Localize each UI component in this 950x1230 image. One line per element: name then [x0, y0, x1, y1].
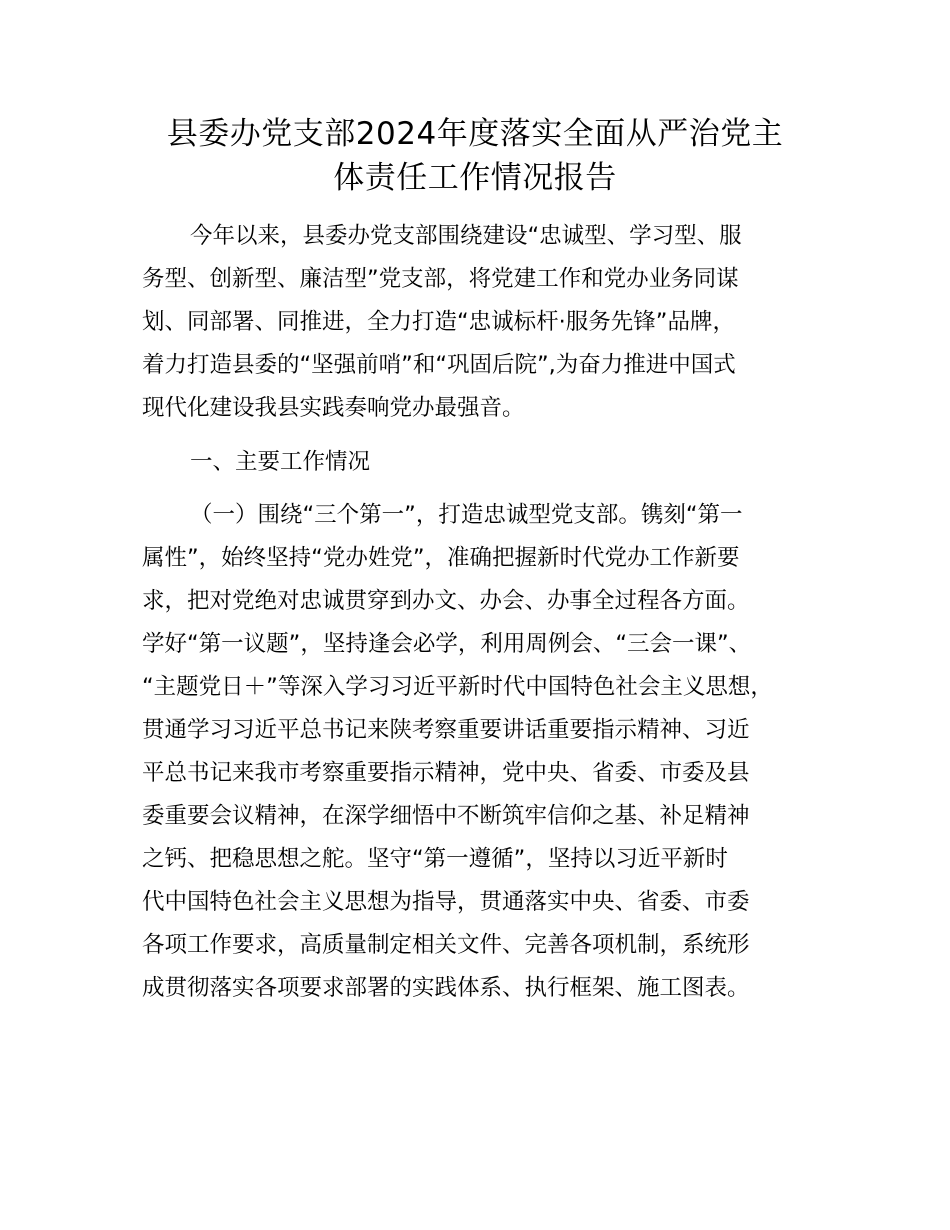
- intro-paragraph-line: 划、同部署、同推进，全力打造“忠诚标杆·服务先锋”品牌，: [142, 309, 735, 335]
- body-paragraph-line: 求，把对党绝对忠诚贯穿到办文、办会、办事全过程各方面。: [142, 588, 750, 614]
- body-paragraph-line: “主题党日＋”等深入学习习近平新时代中国特色社会主义思想，: [142, 674, 773, 700]
- document-title-line-1: 县委办党支部2024年度落实全面从严治党主: [166, 116, 784, 152]
- body-paragraph-line: 代中国特色社会主义思想为指导，贯通落实中央、省委、市委: [142, 889, 750, 915]
- intro-paragraph-line: 务型、创新型、廉洁型”党支部，将党建工作和党办业务同谋: [142, 266, 739, 292]
- body-paragraph-line: 属性”，始终坚持“党办姓党”，准确把握新时代党办工作新要: [142, 545, 740, 571]
- body-paragraph-line: 委重要会议精神，在深学细悟中不断筑牢信仰之基、补足精神: [142, 803, 750, 829]
- body-paragraph-line: 平总书记来我市考察重要指示精神，党中央、省委、市委及县: [142, 760, 750, 786]
- body-paragraph-line: 各项工作要求，高质量制定相关文件、完善各项机制，系统形: [142, 932, 750, 958]
- body-paragraph-line: 学好“第一议题”，坚持逢会必学，利用周例会、“三会一课”、: [142, 631, 752, 657]
- body-paragraph-line: （一）围绕“三个第一”，打造忠诚型党支部。镌刻“第一: [190, 502, 743, 528]
- intro-paragraph-line: 现代化建设我县实践奏响党办最强音。: [142, 395, 525, 421]
- intro-paragraph-line: 着力打造县委的“坚强前哨”和“巩固后院”,为奋力推进中国式: [142, 352, 736, 378]
- body-paragraph-line: 贯通学习习近平总书记来陕考察重要讲话重要指示精神、习近: [142, 717, 750, 743]
- intro-paragraph-line: 今年以来，县委办党支部围绕建设“忠诚型、学习型、服: [190, 223, 742, 249]
- body-paragraph-line: 成贯彻落实各项要求部署的实践体系、执行框架、施工图表。: [142, 975, 750, 1001]
- section-heading: 一、主要工作情况: [190, 449, 371, 475]
- document-title-line-2: 体责任工作情况报告: [333, 160, 617, 196]
- body-paragraph-line: 之钙、把稳思想之舵。坚守“第一遵循”，坚持以习近平新时: [142, 846, 728, 872]
